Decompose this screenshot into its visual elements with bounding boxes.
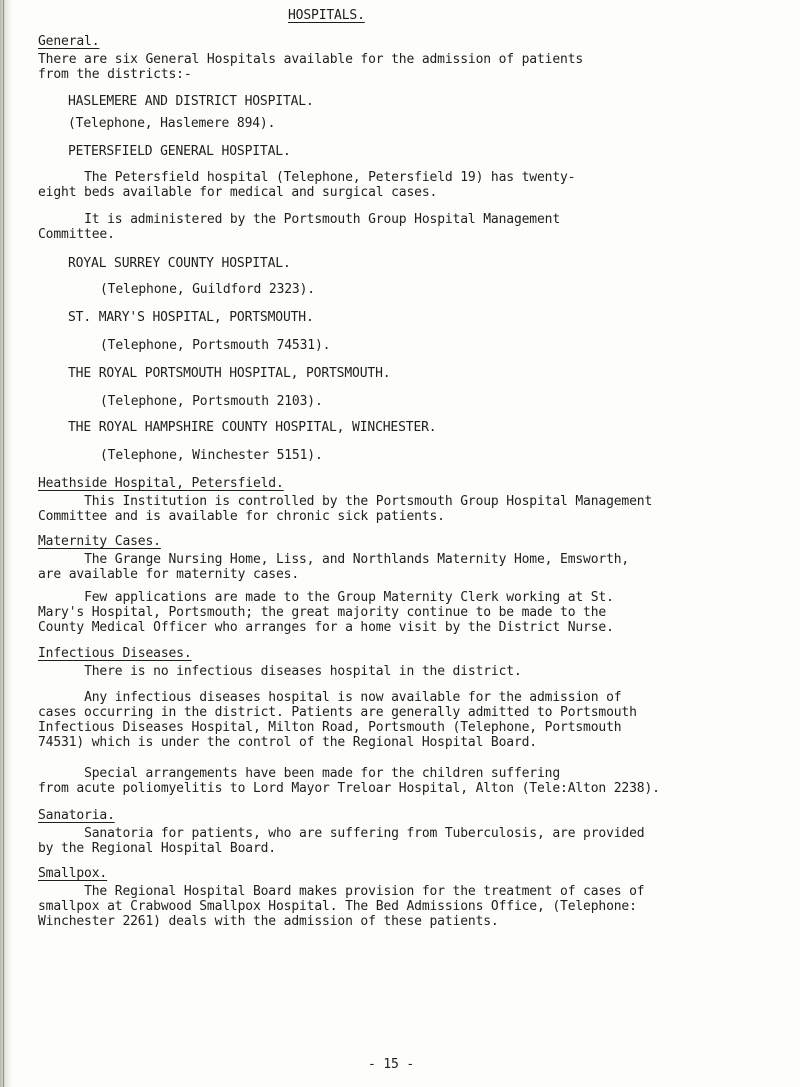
haslemere-phone: (Telephone, Haslemere 894).	[68, 116, 276, 131]
maternity-text-1: The Grange Nursing Home, Liss, and Northlands Maternity Home, Emsworth, are available for maternity cases.	[38, 552, 630, 582]
page-title: HOSPITALS.	[288, 8, 365, 23]
maternity-text-2: Few applications are made to the Group Maternity Clerk working at St. Mary's Hospital, Portsmouth; the great majority continue to be made to the County Medical Officer who arranges for a home visit by the District Nurse.	[38, 590, 614, 635]
surrey-hospital-name: ROYAL SURREY COUNTY HOSPITAL.	[68, 256, 291, 271]
royal-portsmouth-phone: (Telephone, Portsmouth 2103).	[100, 394, 323, 409]
infectious-text-2: Any infectious diseases hospital is now available for the admission of cases occurring in the district. Patients are generally admitted to Portsmouth Infectious Diseases Hospital, Milton Road, Portsmouth (Telephone, Portsmouth 74531) which is under the control of the Regional Hospital Board.	[38, 690, 637, 750]
st-marys-hospital-name: ST. MARY'S HOSPITAL, PORTSMOUTH.	[68, 310, 314, 325]
general-intro: There are six General Hospitals available for the admission of patients from the districts:-	[38, 52, 584, 82]
sanatoria-text: Sanatoria for patients, who are suffering from Tuberculosis, are provided by the Regional Hospital Board.	[38, 826, 645, 856]
smallpox-text: The Regional Hospital Board makes provision for the treatment of cases of smallpox at Crabwood Smallpox Hospital. The Bed Admissions Office, (Telephone: Winchester 2261) deals with the admission of these patients.	[38, 884, 645, 929]
royal-portsmouth-hospital-name: THE ROYAL PORTSMOUTH HOSPITAL, PORTSMOUTH.	[68, 366, 391, 381]
petersfield-administration: It is administered by the Portsmouth Group Hospital Management Committee.	[38, 212, 561, 242]
page-number: - 15 -	[368, 1057, 415, 1072]
heading-heathside: Heathside Hospital, Petersfield.	[38, 476, 284, 491]
infectious-text-1: There is no infectious diseases hospital in the district.	[38, 664, 522, 679]
hampshire-phone: (Telephone, Winchester 5151).	[100, 448, 323, 463]
page-edge-line	[3, 0, 4, 1087]
infectious-text-3: Special arrangements have been made for the children suffering from acute poliomyelitis to Lord Mayor Treloar Hospital, Alton (Tele:Alton 2238).	[38, 766, 660, 796]
heading-general: General.	[38, 34, 100, 49]
petersfield-description: The Petersfield hospital (Telephone, Petersfield 19) has twenty- eight beds available for medical and surgical cases.	[38, 170, 576, 200]
surrey-phone: (Telephone, Guildford 2323).	[100, 282, 315, 297]
heading-sanatoria: Sanatoria.	[38, 808, 115, 823]
heading-smallpox: Smallpox.	[38, 866, 108, 881]
hampshire-hospital-name: THE ROYAL HAMPSHIRE COUNTY HOSPITAL, WINCHESTER.	[68, 420, 437, 435]
heading-maternity: Maternity Cases.	[38, 534, 161, 549]
petersfield-hospital-name: PETERSFIELD GENERAL HOSPITAL.	[68, 144, 291, 159]
binding-shadow	[0, 0, 12, 1087]
heathside-text: This Institution is controlled by the Portsmouth Group Hospital Management Committee and is available for chronic sick patients.	[38, 494, 653, 524]
heading-infectious-diseases: Infectious Diseases.	[38, 646, 192, 661]
st-marys-phone: (Telephone, Portsmouth 74531).	[100, 338, 331, 353]
haslemere-hospital-name: HASLEMERE AND DISTRICT HOSPITAL.	[68, 94, 314, 109]
